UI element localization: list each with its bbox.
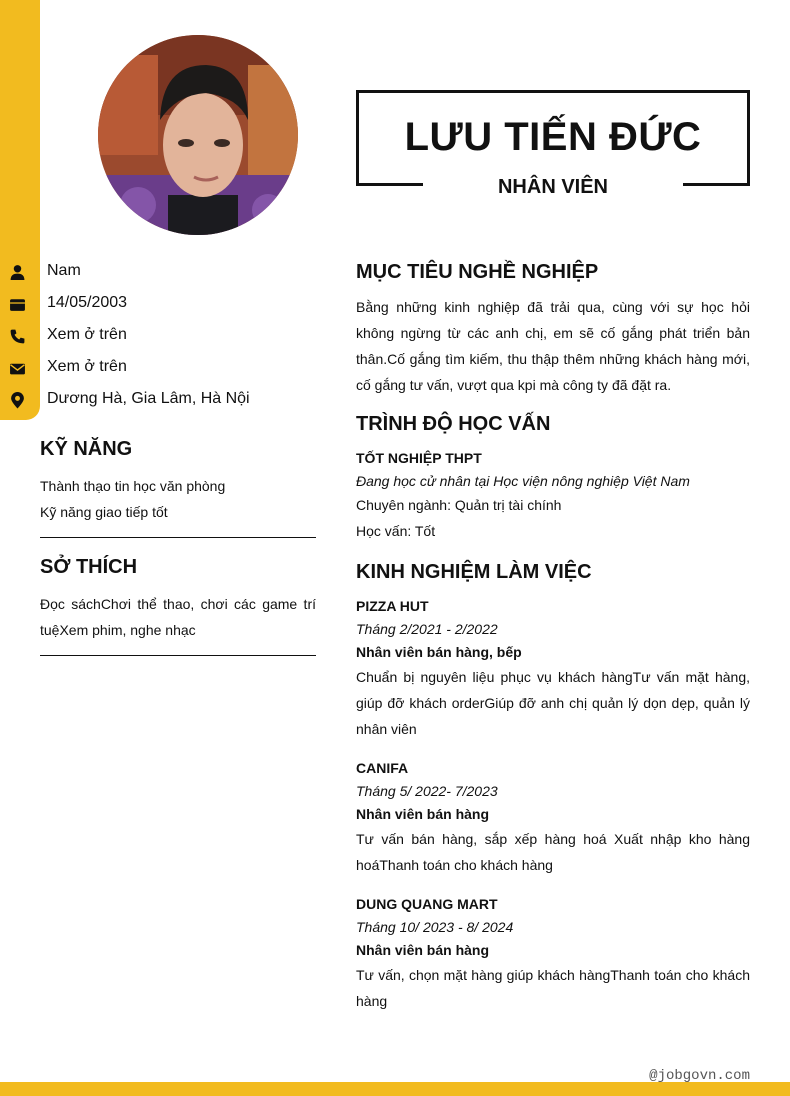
- skill-item: Thành thạo tin học văn phòng: [40, 478, 226, 494]
- contact-address: [0, 384, 330, 416]
- profile-photo: [98, 35, 298, 235]
- skills-title: KỸ NĂNG: [40, 438, 133, 460]
- job-company: CANIFA: [356, 760, 409, 776]
- hobbies-title: SỞ THÍCH: [40, 556, 138, 578]
- job-position: Nhân viên bán hàng: [356, 806, 490, 822]
- experience-title: KINH NGHIỆM LÀM VIỆC: [356, 561, 592, 583]
- job-description: Chuẩn bị nguyên liệu phục vụ khách hàngTư vấn mặt hàng, giúp đỡ khách orderGiúp đỡ anh chị quản lý dọn dẹp, quản lý nhân viên: [356, 669, 750, 737]
- job-period: Tháng 10/ 2023 - 8/ 2024: [356, 919, 514, 935]
- objective-title: MỤC TIÊU NGHỀ NGHIỆP: [356, 261, 599, 283]
- job-company: DUNG QUANG MART: [356, 896, 498, 912]
- contact-email: [0, 352, 330, 384]
- hobbies-text: Đọc sáchChơi thể thao, chơi các game trí tuệXem phim, nghe nhạc: [40, 596, 316, 638]
- job-entry: [356, 892, 750, 1014]
- objective-section: [356, 261, 750, 398]
- job-description: Tư vấn bán hàng, sắp xếp hàng hoá Xuất nhập kho hàng hoáThanh toán cho khách hàng: [356, 831, 750, 873]
- job-company: PIZZA HUT: [356, 598, 429, 614]
- candidate-name: LƯU TIẾN ĐỨC: [404, 115, 702, 159]
- divider: [40, 655, 316, 656]
- contact-birthday: [0, 288, 330, 320]
- education-title: TRÌNH ĐỘ HỌC VẤN: [356, 413, 551, 435]
- role-label-wrap: [423, 175, 683, 201]
- contact-birthday-text: 14/05/2003: [47, 294, 128, 311]
- skill-item: Kỹ năng giao tiếp tốt: [40, 504, 168, 520]
- contact-address-text: Dương Hà, Gia Lâm, Hà Nội: [47, 390, 250, 407]
- contact-phone: [0, 320, 330, 352]
- job-entry: [356, 594, 750, 742]
- phone-icon: [9, 328, 26, 345]
- education-degree: TỐT NGHIỆP THPT: [356, 450, 482, 466]
- calendar-icon: [9, 296, 26, 313]
- education-level: Học vấn: Tốt: [356, 523, 436, 539]
- job-entry: [356, 756, 750, 878]
- candidate-role: NHÂN VIÊN: [497, 176, 608, 198]
- hobbies-section: [40, 556, 316, 643]
- contact-info: [0, 256, 330, 416]
- education-major: Chuyên ngành: Quản trị tài chính: [356, 497, 562, 513]
- location-icon: [9, 392, 26, 409]
- contact-gender-text: Nam: [47, 262, 81, 279]
- contact-email-text: Xem ở trên: [47, 358, 127, 375]
- experience-section: [356, 561, 750, 1028]
- job-period: Tháng 5/ 2022- 7/2023: [356, 783, 498, 799]
- bottom-accent-bar: [0, 1082, 790, 1096]
- job-period: Tháng 2/2021 - 2/2022: [356, 621, 498, 637]
- education-status: Đang học cử nhân tại Học viện nông nghiệp Việt Nam: [356, 473, 690, 489]
- watermark: @jobgovn.com: [649, 1068, 750, 1084]
- job-description: Tư vấn, chọn mặt hàng giúp khách hàngThanh toán cho khách hàng: [356, 967, 750, 1009]
- contact-phone-text: Xem ở trên: [47, 326, 127, 343]
- name-header-box: [356, 90, 750, 198]
- divider: [40, 537, 316, 538]
- person-icon: [9, 264, 26, 281]
- mail-icon: [9, 360, 26, 377]
- job-position: Nhân viên bán hàng, bếp: [356, 644, 522, 660]
- education-section: [356, 413, 750, 544]
- objective-text: Bằng những kinh nghiệp đã trải qua, cùng với sự học hỏi không ngừng từ các anh chị, em sẽ cố gắng phát triển bản thân.Cố gắng tìm kiếm, thu thập thêm những khách hàng mới, cố gắng tư vấn, vượt qua kpi mà công ty đã đặt ra.: [356, 299, 750, 393]
- contact-gender: [0, 256, 330, 288]
- job-position: Nhân viên bán hàng: [356, 942, 490, 958]
- skills-section: [40, 438, 316, 525]
